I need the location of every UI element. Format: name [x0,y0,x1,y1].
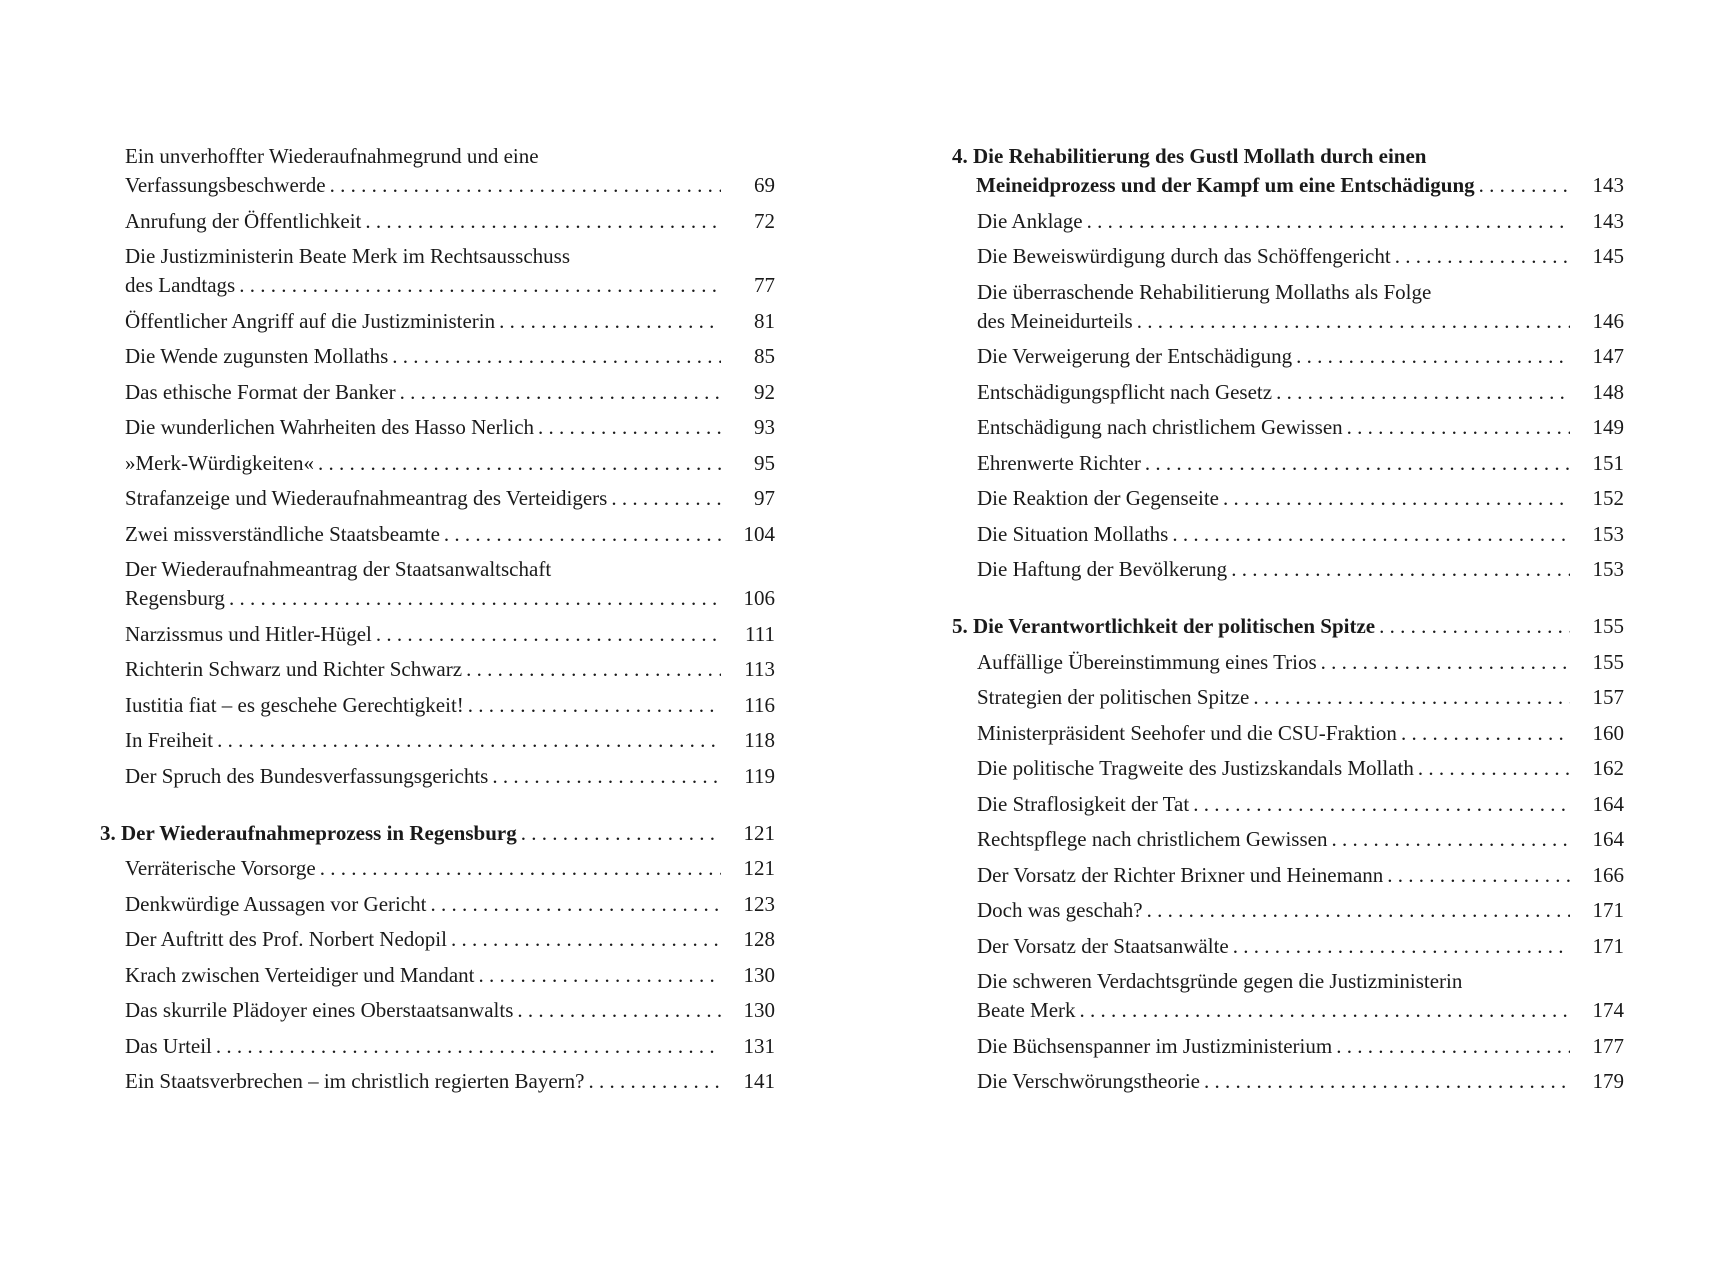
toc-entry-line [977,896,1624,925]
toc-entry-line [125,620,775,649]
toc-entry-title: Die Wende zugunsten Mollaths [125,344,389,368]
toc-entry-line [125,520,775,549]
toc-entry-title: 5. Die Verantwortlichkeit der politischen Spitze [952,614,1376,638]
dot-leader [1387,861,1570,890]
toc-page-number: 128 [743,927,775,951]
toc-page-number: 171 [1592,898,1624,922]
toc-page-number: 174 [1592,998,1624,1022]
toc-entry-title: Die Verschwörungstheorie [977,1069,1200,1093]
toc-entry [100,1067,775,1096]
toc-entry-title: Verräterische Vorsorge [125,856,316,880]
toc-page-number: 157 [1592,685,1624,709]
toc-page-number: 164 [1592,791,1624,816]
toc-entry [952,342,1624,371]
toc-entry [100,307,775,336]
dot-leader [521,819,721,848]
toc-entry [100,1032,775,1061]
toc-chapter-entry [952,612,1624,641]
toc-entry-title: Die wunderlichen Wahrheiten des Hasso Nerlich [125,415,535,439]
toc-entry [100,207,775,236]
dot-leader [400,378,721,407]
toc-page-number: 141 [743,1069,775,1093]
toc-entry-line [125,1032,775,1061]
toc-page-number: 177 [1592,1033,1624,1058]
toc-entry-line [952,612,1624,641]
toc-entry [952,555,1624,584]
toc-entry-line [125,484,775,513]
toc-entry-title: Die Beweiswürdigung durch das Schöffengericht [977,244,1391,268]
toc-entry-title: Die Straflosigkeit der Tat [977,791,1190,816]
toc-entry-line [125,726,775,755]
toc-entry [952,825,1624,854]
toc-entry-title: Meineidprozess und der Kampf um eine Entschädigung [976,173,1475,197]
toc-entry [100,342,775,371]
toc-page-number: 118 [744,728,775,752]
toc-page-number: 92 [754,379,775,404]
toc-page-number: 93 [754,415,775,439]
toc-entry [952,449,1624,478]
dot-leader [392,342,721,371]
toc-entry-line [977,790,1624,819]
dot-leader [1347,413,1570,442]
toc-page-number: 77 [754,273,775,297]
toc-entry-title: Der Vorsatz der Richter Brixner und Heinemann [977,862,1384,887]
dot-leader [1145,449,1570,478]
toc-entry [100,655,775,684]
toc-page-number: 164 [1592,827,1624,851]
dot-leader [320,854,721,883]
toc-page-number: 147 [1592,344,1624,368]
toc-entry [100,555,775,613]
toc-entry-title-line: Ein unverhoffter Wiederaufnahmegrund und eine [125,144,539,168]
dot-leader [611,484,721,513]
toc-page-number: 143 [1592,208,1624,233]
toc-entry [952,683,1624,712]
toc-entry [952,1067,1624,1096]
toc-entry [100,726,775,755]
toc-entry-line [952,171,1624,200]
toc-entry-title: Rechtspflege nach christlichem Gewissen [977,827,1328,851]
dot-leader [1479,171,1570,200]
dot-leader [466,655,721,684]
toc-entry [100,890,775,919]
dot-leader [229,584,721,613]
toc-entry-title: Entschädigung nach christlichem Gewissen [977,415,1343,439]
toc-entry [100,762,775,791]
dot-leader [468,691,721,720]
toc-entry [952,648,1624,677]
toc-page-number: 171 [1592,933,1624,958]
toc-entry-title: Ministerpräsident Seehofer und die CSU-Fraktion [977,720,1397,745]
dot-leader [1379,612,1570,641]
dot-leader [1296,342,1570,371]
toc-entry-title: Strafanzeige und Wiederaufnahmeantrag des Verteidigers [125,486,608,510]
toc-entry-line [977,825,1624,854]
dot-leader [1223,484,1570,513]
toc-entry-title: Der Auftritt des Prof. Norbert Nedopil [125,927,447,951]
toc-entry-title: Denkwürdige Aussagen vor Gericht [125,891,427,916]
toc-entry-title: Richterin Schwarz und Richter Schwarz [125,657,463,681]
toc-entry-title: Das skurrile Plädoyer eines Oberstaatsanwalts [125,998,514,1022]
toc-page-number: 111 [745,621,775,646]
toc-entry [100,378,775,407]
toc-page-number: 153 [1592,521,1624,546]
toc-entry-title: Doch was geschah? [977,898,1143,922]
toc-entry-line [977,520,1624,549]
dot-leader [216,1032,721,1061]
toc-entry-title: Narzissmus und Hitler-Hügel [125,621,372,646]
toc-entry-line [977,648,1624,677]
toc-entry-line [125,961,775,990]
toc-page-number: 121 [743,856,775,880]
toc-entry-line [977,242,1624,271]
dot-leader [1276,378,1570,407]
toc-entry-title-line: Der Wiederaufnahmeantrag der Staatsanwaltschaft [125,557,552,581]
toc-entry-line [977,1067,1624,1096]
dot-leader [1147,896,1570,925]
toc-page-number: 95 [754,450,775,475]
dot-leader [1087,207,1570,236]
toc-page-number: 179 [1592,1069,1624,1093]
toc-entry [952,207,1624,236]
toc-page-number: 162 [1592,756,1624,780]
toc-entry-line [977,413,1624,442]
toc-page-number: 160 [1592,720,1624,745]
toc-entry-line [977,861,1624,890]
dot-leader [451,925,721,954]
dot-leader [376,620,721,649]
toc-entry [952,967,1624,1025]
toc-entry-line [977,307,1624,336]
toc-entry-title: In Freiheit [125,728,214,752]
toc-entry-title: Entschädigungspflicht nach Gesetz [977,379,1273,404]
toc-page-number: 113 [744,657,775,681]
toc-entry-title: Die Reaktion der Gegenseite [977,486,1219,510]
toc-page-number: 152 [1592,486,1624,510]
toc-entry [100,413,775,442]
dot-leader [499,307,721,336]
toc-entry [100,620,775,649]
toc-chapter-entry [100,819,775,848]
dot-leader [1321,648,1570,677]
toc-page-number: 69 [754,173,775,197]
toc-entry-title-line: Die Justizministerin Beate Merk im Rechtsausschuss [125,244,571,268]
toc-entry-title: Ehrenwerte Richter [977,450,1141,475]
dot-leader [1233,932,1570,961]
toc-page-number: 121 [743,820,775,845]
toc-entry-line [125,1067,775,1096]
dot-leader [431,890,721,919]
toc-page-number: 151 [1592,450,1624,475]
dot-leader [1172,520,1570,549]
toc-entry-line [977,683,1624,712]
toc-entry [100,996,775,1025]
dot-leader [589,1067,722,1096]
toc-entry-title: »Merk-Würdigkeiten« [125,450,314,475]
toc-entry [952,932,1624,961]
toc-entry [952,1032,1624,1061]
toc-entry-title: des Landtags [125,273,236,297]
toc-entry [952,278,1624,336]
dot-leader [1193,790,1570,819]
dot-leader [1336,1032,1570,1061]
dot-leader [1204,1067,1570,1096]
toc-entry [952,754,1624,783]
toc-entry-title: Die Verweigerung der Entschädigung [977,344,1293,368]
toc-entry-title: Die politische Tragweite des Justizskandals Mollath [977,756,1414,780]
toc-page-number: 81 [754,308,775,333]
toc-entry-line [125,691,775,720]
toc-entry-line [977,719,1624,748]
toc-entry-title: Beate Merk [977,998,1076,1022]
toc-entry-title: Iustitia fiat – es geschehe Gerechtigkeit! [125,692,464,717]
toc-entry [952,719,1624,748]
toc-page-number: 72 [754,208,775,233]
dot-leader [1253,683,1570,712]
toc-chapter-entry [952,142,1624,200]
toc-entry-line [977,342,1624,371]
toc-entry-title: Die Büchsenspanner im Justizministerium [977,1033,1333,1058]
toc-entry-title: Der Vorsatz der Staatsanwälte [977,933,1229,958]
dot-leader [517,996,721,1025]
toc-entry [952,242,1624,271]
dot-leader [318,449,721,478]
dot-leader [1231,555,1570,584]
toc-entry-title: Die Anklage [977,208,1083,233]
toc-page-number: 106 [743,586,775,610]
toc-page-number: 143 [1592,173,1624,197]
toc-entry-line [125,207,775,236]
toc-entry-title: Das ethische Format der Banker [125,379,396,404]
toc-entry-line [125,854,775,883]
toc-entry [952,413,1624,442]
toc-entry [100,925,775,954]
dot-leader [1418,754,1570,783]
toc-entry-title-line: Die schweren Verdachtsgründe gegen die Justizministerin [977,969,1463,993]
dot-leader [1080,996,1570,1025]
toc-entry-title-line: 4. Die Rehabilitierung des Gustl Mollath durch einen [952,144,1427,168]
toc-entry-title: Ein Staatsverbrechen – im christlich regierten Bayern? [125,1069,585,1093]
dot-leader [1331,825,1570,854]
dot-leader [239,271,721,300]
toc-entry-line [977,996,1624,1025]
toc-right-page [952,142,1624,1103]
toc-entry-title: Regensburg [125,586,225,610]
dot-leader [538,413,721,442]
dot-leader [1137,307,1570,336]
toc-entry-title: 3. Der Wiederaufnahmeprozess in Regensburg [100,820,517,845]
toc-entry [952,861,1624,890]
toc-page-number: 166 [1592,862,1624,887]
toc-left-page [100,142,775,1103]
toc-entry-line [125,307,775,336]
toc-entry-title-line: Die überraschende Rehabilitierung Mollaths als Folge [977,279,1432,304]
toc-entry [100,961,775,990]
toc-page-number: 146 [1592,308,1624,333]
toc-entry-line [977,555,1624,584]
dot-leader [330,171,721,200]
toc-page-number: 116 [744,692,775,717]
toc-entry [100,691,775,720]
toc-page-number: 97 [754,486,775,510]
toc-page-number: 145 [1592,244,1624,268]
toc-entry-line [125,413,775,442]
toc-entry-title: Die Situation Mollaths [977,521,1169,546]
toc-entry [100,854,775,883]
toc-entry [952,790,1624,819]
toc-entry-line [977,449,1624,478]
toc-entry-line [100,819,775,848]
toc-entry [952,520,1624,549]
toc-entry-line [977,378,1624,407]
toc-entry-line [125,890,775,919]
toc-entry-title: Öffentlicher Angriff auf die Justizministerin [125,308,496,333]
toc-page-number: 148 [1592,379,1624,404]
toc-entry-line [977,1032,1624,1061]
toc-entry-title: Zwei missverständliche Staatsbeamte [125,521,440,546]
toc-entry-title: Krach zwischen Verteidiger und Mandant [125,962,475,987]
toc-page-number: 155 [1592,649,1624,674]
toc-entry-line [125,762,775,791]
toc-page-number: 85 [754,344,775,368]
dot-leader [479,961,722,990]
toc-entry-title: Das Urteil [125,1033,212,1058]
toc-entry-title: Verfassungsbeschwerde [125,173,326,197]
toc-entry-title: Die Haftung der Bevölkerung [977,557,1228,581]
toc-entry [100,484,775,513]
dot-leader [492,762,721,791]
toc-entry-line [125,584,775,613]
toc-entry [100,449,775,478]
toc-entry [952,896,1624,925]
toc-entry-line [125,996,775,1025]
dot-leader [1401,719,1570,748]
toc-entry-line [125,655,775,684]
toc-entry [952,484,1624,513]
toc-page-number: 149 [1592,415,1624,439]
toc-page-number: 104 [743,521,775,546]
toc-entry [100,520,775,549]
toc-page-number: 153 [1592,557,1624,581]
toc-entry-title: Strategien der politischen Spitze [977,685,1250,709]
toc-entry-line [125,271,775,300]
toc-page-number: 123 [743,891,775,916]
toc-entry-line [125,171,775,200]
toc-entry [100,242,775,300]
toc-page-number: 130 [743,962,775,987]
toc-entry-line [977,484,1624,513]
toc-entry-title: Der Spruch des Bundesverfassungsgerichts [125,763,489,788]
toc-page-number: 155 [1592,614,1624,638]
toc-entry-line [125,342,775,371]
dot-leader [1395,242,1570,271]
toc-entry-line [977,932,1624,961]
dot-leader [365,207,721,236]
toc-entry-title: Auffällige Übereinstimmung eines Trios [977,649,1317,674]
toc-entry-line [125,925,775,954]
toc-entry-title: des Meineidurteils [977,308,1133,333]
toc-page-number: 131 [743,1033,775,1058]
toc-entry-line [125,378,775,407]
dot-leader [217,726,721,755]
toc-entry [100,142,775,200]
dot-leader [444,520,721,549]
toc-page-number: 119 [744,763,775,788]
toc-page-number: 130 [743,998,775,1022]
toc-entry [952,378,1624,407]
toc-entry-line [125,449,775,478]
toc-entry-title: Anrufung der Öffentlichkeit [125,208,362,233]
toc-entry-line [977,754,1624,783]
toc-entry-line [977,207,1624,236]
